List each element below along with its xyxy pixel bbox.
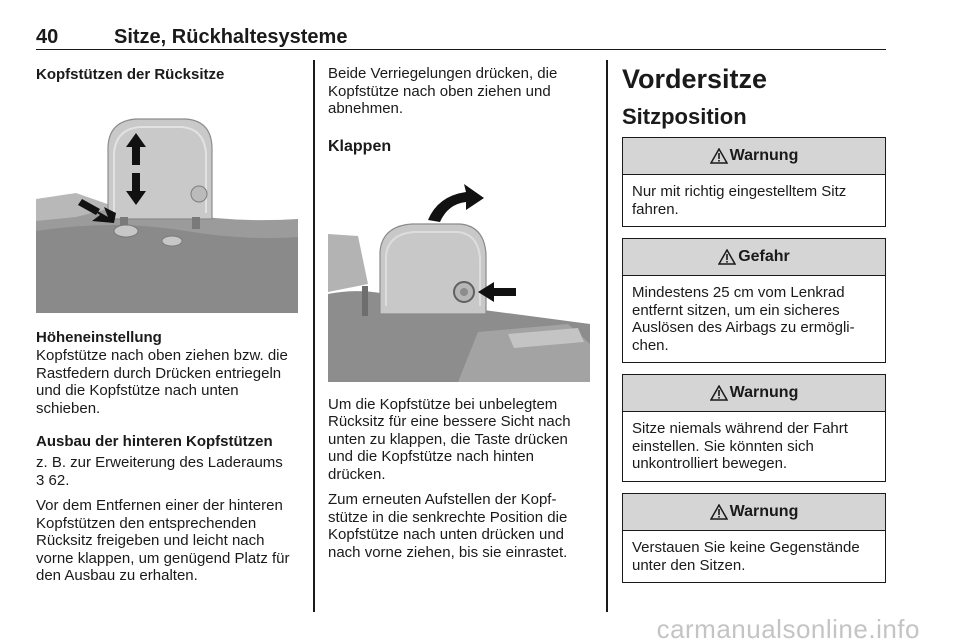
page-number: 40 — [36, 26, 59, 48]
column-3 — [622, 60, 886, 600]
danger-box-header — [623, 239, 885, 276]
fold-text-1: Um die Kopfstütze bei unbelegtem Rücksitz für eine bessere Sicht nach unten zu klappen, die Taste drücken und die Kopfstütze nach hinten drücken. — [328, 395, 571, 483]
warning-triangle-icon — [710, 504, 728, 520]
rear-headrest-height-illustration — [36, 101, 298, 313]
page-header — [36, 26, 886, 50]
warning-box-2 — [622, 374, 886, 482]
height-adjustment-text: Kopfstütze nach oben ziehen bzw. die Rastfedern durch Drücken entriegeln und die Kopfstütze nach unten schieben. — [36, 347, 288, 417]
warning-box-title: Warnung — [729, 384, 799, 401]
warning-box-title: Warnung — [729, 503, 799, 520]
headrest-fold-illustration — [328, 174, 590, 382]
warning-box-title: Warnung — [729, 147, 799, 164]
seat-position-heading: Sitzposition — [622, 104, 747, 129]
unlock-text: Beide Verriegelungen drücken, die Kopfstütze nach oben ziehen und abnehmen. — [328, 65, 558, 117]
danger-box-title: Gefahr — [738, 248, 790, 265]
fold-heading: Klappen — [328, 137, 392, 155]
warning-triangle-icon — [710, 385, 728, 401]
column-1 — [36, 60, 298, 585]
fold-text-2: Zum erneuten Aufstellen der Kopfstütze in die senkrechte Position die Kopfstütze nach unten drücken und nach vorne ziehen, bis sie einrastet. — [328, 491, 568, 561]
column-2 — [328, 60, 590, 561]
warning-box-1 — [622, 137, 886, 227]
warning-box-body: Nur mit richtig eingestelltem Sitz fahren. — [632, 183, 847, 218]
warning-box-body: Sitze niemals während der Fahrt einstellen. Sie könnten sich unkontrolliert bewegen. — [632, 420, 848, 472]
warning-triangle-icon — [710, 148, 728, 164]
warning-box-header — [623, 138, 885, 175]
removal-text-1: z. B. zur Erweiterung des Laderaums — [36, 454, 283, 471]
danger-box — [622, 238, 886, 363]
removal-page-reference: 3 62. — [36, 471, 70, 489]
warning-box-header — [623, 494, 885, 531]
height-adjustment-heading: Höheneinstellung — [36, 329, 162, 346]
warning-box-body: Verstauen Sie keine Gegenstände unter den Sitzen. — [632, 539, 860, 574]
watermark-text: carmanualsonline.info — [656, 614, 920, 642]
warning-box-3 — [622, 493, 886, 583]
danger-box-body: Mindestens 25 cm vom Lenkrad entfernt sitzen, um ein sicheres Auslösen des Airbags zu ermöglichen. — [632, 284, 855, 354]
warning-triangle-icon — [718, 249, 736, 265]
removal-text-2: Vor dem Entfernen einer der hinteren Kopfstützen den entsprechenden Rücksitz freigeben und leicht nach vorne klappen, um genügend Platz für den Ausbau zu erhalten. — [36, 497, 290, 584]
section-heading-rear-headrests: Kopfstützen der Rücksitze — [36, 66, 225, 83]
front-seats-heading: Vordersitze — [622, 64, 768, 94]
chapter-title: Sitze, Rückhaltesysteme — [114, 26, 348, 48]
column-divider — [313, 60, 315, 612]
warning-box-header — [623, 375, 885, 412]
removal-heading: Ausbau der hinteren Kopfstützen — [36, 433, 273, 450]
column-divider — [606, 60, 608, 612]
